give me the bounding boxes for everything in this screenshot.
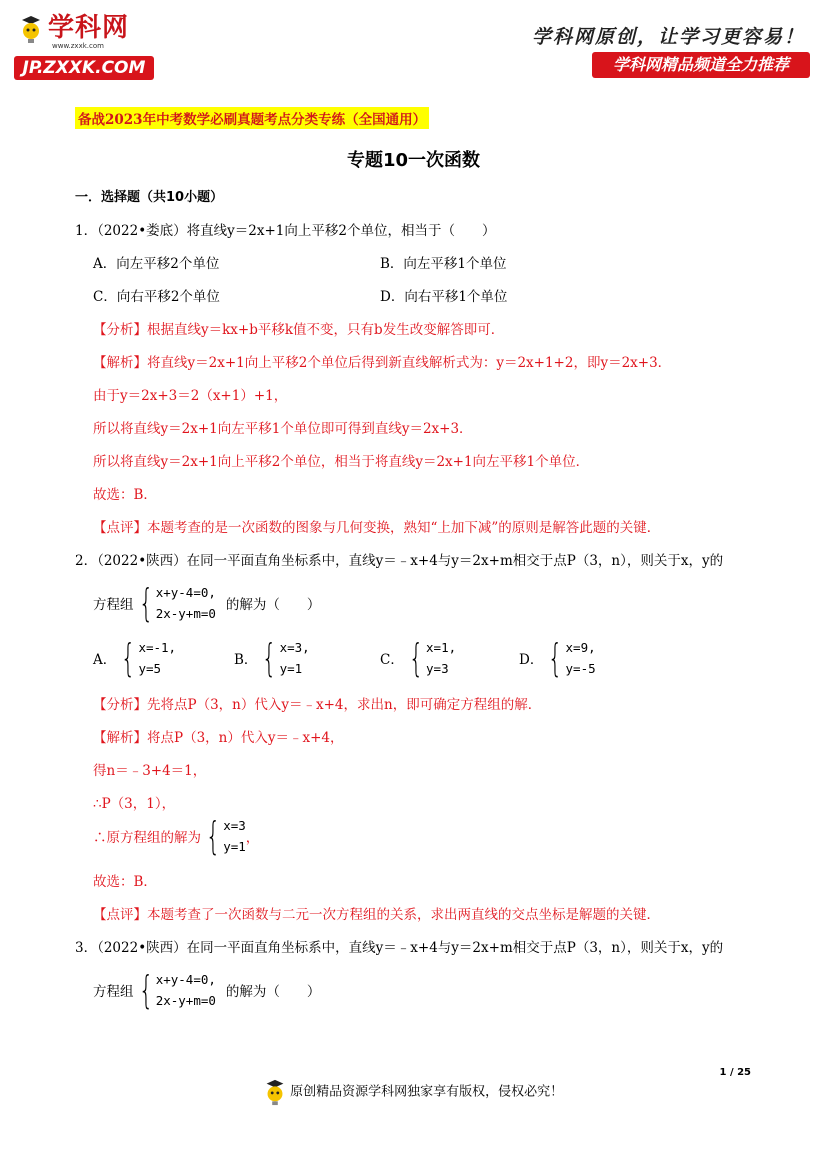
logo-url: www.zxxk.com: [52, 42, 104, 50]
option-row: x=9,: [565, 640, 596, 655]
q2-system-prefix: 方程组: [93, 597, 134, 613]
page-number: 1 / 25: [719, 1067, 751, 1078]
option-label: A．: [93, 652, 117, 668]
option-label: D．: [519, 652, 544, 668]
q1-stem: 1．（2022•娄底）将直线y＝2x+1向上平移2个单位，相当于（ ）: [75, 223, 496, 239]
q2-solution-2: 得n＝﹣3+4＝1，: [93, 763, 207, 779]
q1-solution-2: 由于y＝2x+3＝2（x+1）+1，: [93, 388, 288, 404]
q2-stem: 2．（2022•陕西）在同一平面直角坐标系中，直线y＝﹣x+4与y＝2x+m相交于点P（3，n），则关于x，y的: [75, 553, 724, 569]
q3-stem: 3．（2022•陕西）在同一平面直角坐标系中，直线y＝﹣x+4与y＝2x+m相交于点P（3，n），则关于x，y的: [75, 940, 724, 956]
q2-solution-4-suffix: ，: [245, 830, 260, 846]
solution-row: y=1: [223, 839, 246, 854]
q2-comment: 【点评】本题考查了一次函数与二元一次方程组的关系，求出两直线的交点坐标是解题的关键．: [93, 907, 660, 923]
q2-solution-4: [93, 815, 259, 857]
section-heading: 一．选择题（共10小题）: [75, 190, 224, 205]
option-row: y=5: [138, 661, 162, 676]
q2-option-d: [519, 637, 596, 679]
q1-solution-3: 所以将直线y＝2x+1向左平移1个单位即可得到直线y＝2x+3．: [93, 421, 473, 437]
q1-option-b: B．向左平移1个单位: [380, 256, 507, 272]
logo-text: 学科网: [48, 13, 130, 43]
footer-mascot-icon: [264, 1078, 286, 1106]
q1-analysis: 【分析】根据直线y＝kx+b平移k值不变，只有b发生改变解答即可．: [93, 322, 505, 338]
q1-answer: 故选：B．: [93, 487, 157, 503]
option-label: C．: [380, 652, 404, 668]
option-row: x=3,: [279, 640, 310, 655]
option-row: y=1: [279, 661, 303, 676]
q3-system-row2: 2x-y+m=0: [155, 993, 216, 1008]
q3-system-prefix: 方程组: [93, 984, 134, 1000]
footer-copyright: 原创精品资源学科网独家享有版权，侵权必究！: [290, 1084, 564, 1100]
q1-option-d: D．向右平移1个单位: [380, 289, 508, 305]
page-title: 专题10一次函数: [346, 150, 481, 171]
q2-analysis: 【分析】先将点P（3，n）代入y＝﹣x+4，求出n，即可确定方程组的解．: [93, 697, 542, 713]
q3-system: [93, 969, 320, 1011]
option-row: y=3: [426, 661, 449, 676]
option-row: x=1,: [426, 640, 457, 655]
option-label: B．: [234, 652, 258, 668]
q2-system-row1: x+y-4=0,: [155, 585, 216, 600]
option-row: y=-5: [565, 661, 596, 676]
slogan: 学科网原创，让学习更容易！: [531, 26, 805, 48]
q1-comment: 【点评】本题考查的是一次函数的图象与几何变换，熟知“上加下减”的原则是解答此题的关键．: [93, 520, 661, 536]
brace-icon: {: [262, 636, 277, 680]
q2-option-b: [234, 637, 310, 679]
brace-icon: {: [138, 968, 153, 1012]
footer: [0, 1078, 827, 1106]
option-row: x=-1,: [138, 640, 177, 655]
brace-icon: {: [205, 814, 221, 858]
q1-option-a: A．向左平移2个单位: [93, 256, 220, 272]
q1-option-c: C．向右平移2个单位: [93, 289, 220, 305]
q2-option-a: [93, 637, 176, 679]
brace-icon: {: [408, 636, 424, 680]
q2-answer: 故选：B．: [93, 874, 157, 890]
q2-system-row2: 2x-y+m=0: [155, 606, 216, 621]
site-badge[interactable]: JP.ZXXK.COM: [14, 56, 154, 80]
q3-system-row1: x+y-4=0,: [155, 972, 216, 987]
q3-system-suffix: 的解为（ ）: [225, 984, 321, 1000]
series-title: 备战2023年中考数学必刷真题考点分类专练（全国通用）: [75, 107, 429, 129]
q2-system-suffix: 的解为（ ）: [225, 597, 321, 613]
q2-solution-1: 【解析】将点P（3，n）代入y＝﹣x+4，: [93, 730, 344, 746]
channel-badge[interactable]: 学科网精品频道全力推荐: [592, 52, 810, 78]
q2-solution-4-prefix: ∴原方程组的解为: [93, 830, 201, 846]
brace-icon: {: [138, 581, 153, 625]
q2-option-c: [380, 637, 456, 679]
q1-solution-4: 所以将直线y＝2x+1向上平移2个单位，相当于将直线y＝2x+1向左平移1个单位．: [93, 454, 590, 470]
q1-solution-1: 【解析】将直线y＝2x+1向上平移2个单位后得到新直线解析式为：y＝2x+1+2，即y＝2x+3．: [93, 355, 672, 371]
brace-icon: {: [121, 636, 136, 680]
q2-system: [93, 582, 320, 624]
q2-solution-3: ∴P（3，1），: [93, 796, 176, 812]
brace-icon: {: [548, 636, 563, 680]
logo-mascot-icon: [20, 14, 42, 44]
solution-row: x=3: [223, 818, 246, 833]
